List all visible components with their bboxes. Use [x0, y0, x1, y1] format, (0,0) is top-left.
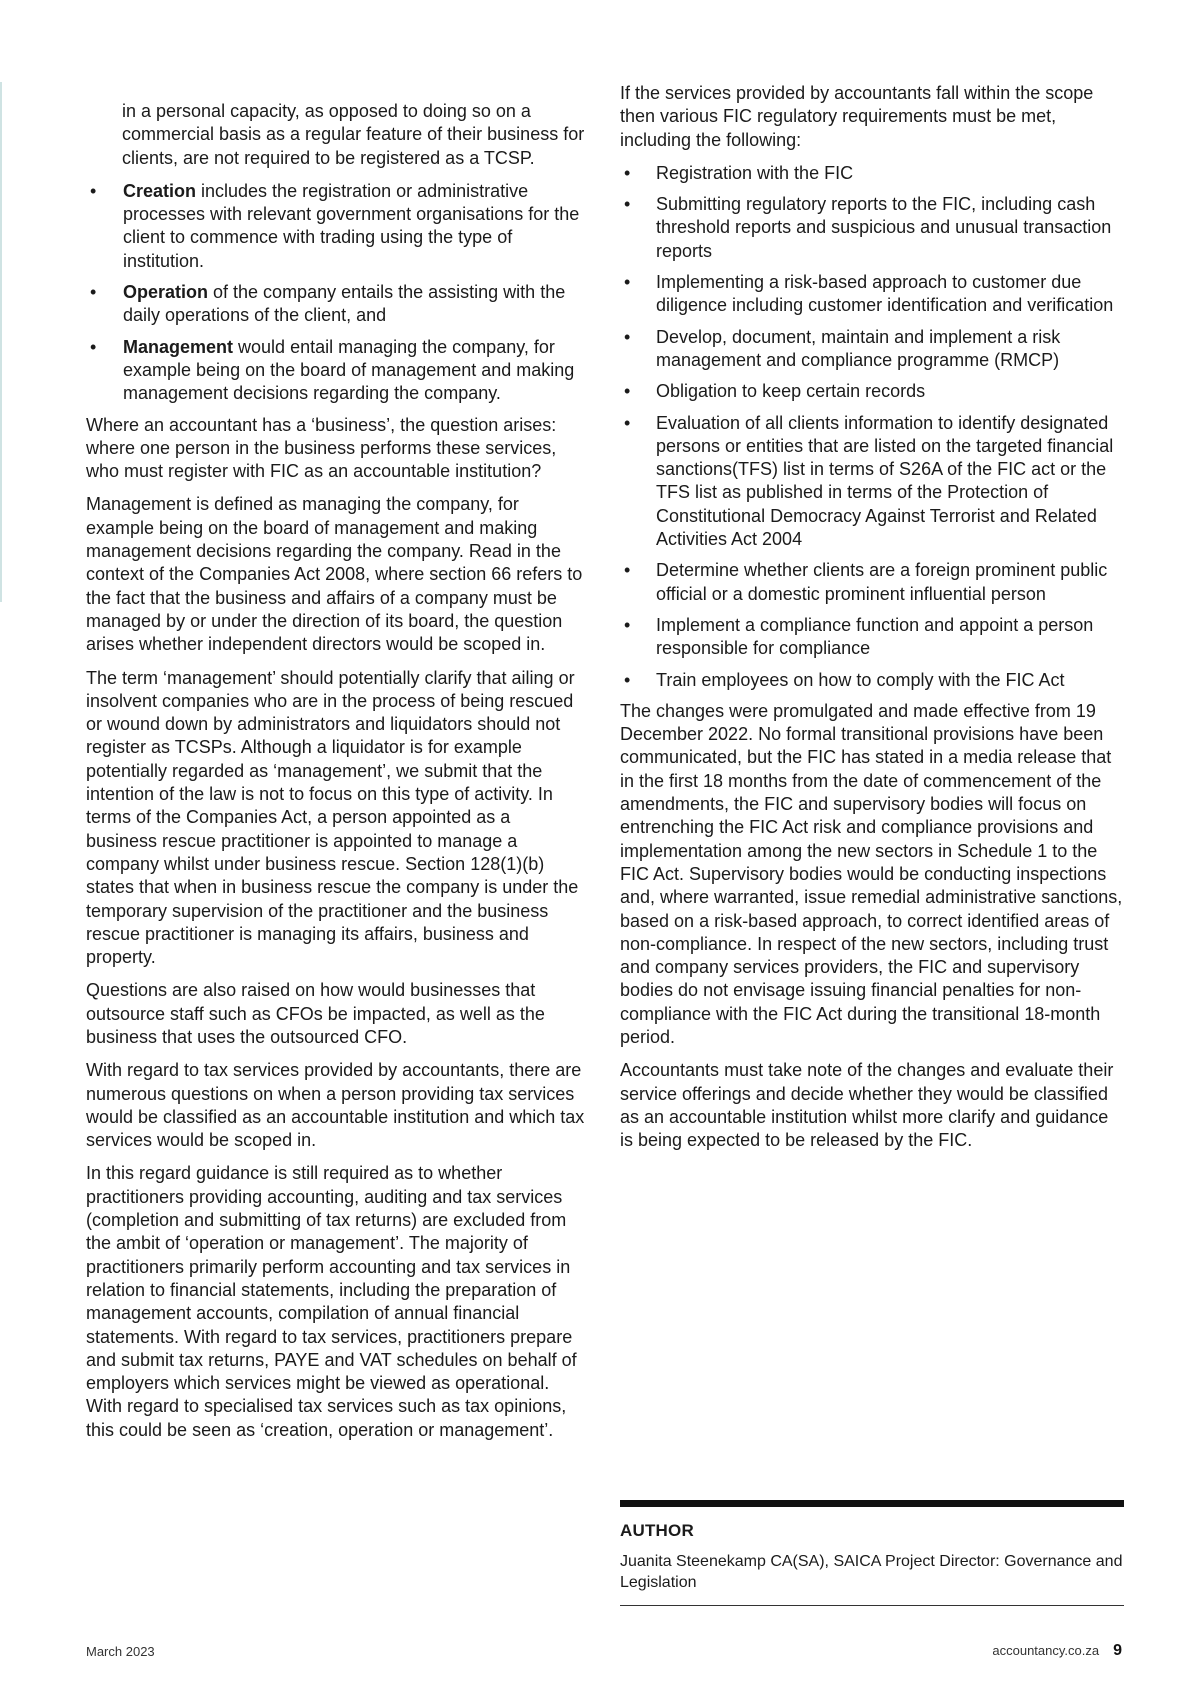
- bullet-term: Creation: [123, 180, 197, 201]
- left-column: [86, 100, 586, 1452]
- footer-site: accountancy.co.za: [992, 1643, 1100, 1658]
- list-item: • Train employees on how to comply with the FIC Act: [620, 669, 1125, 692]
- left-bullet-list: [86, 180, 586, 406]
- list-item: • Implement a compliance function and appoint a person responsible for compliance: [620, 614, 1125, 661]
- bullet-text: includes the registration or administrative processes with relevant government organisations for the client to commence with trading using the type of institution.: [123, 180, 580, 271]
- author-heading: AUTHOR: [620, 1521, 694, 1540]
- author-bottom-rule: [620, 1605, 1124, 1606]
- footer-right: [992, 1642, 1122, 1660]
- bullet-term: Management: [123, 336, 234, 357]
- right-column: [620, 82, 1125, 1162]
- list-item: • Submitting regulatory reports to the FIC, including cash threshold reports and suspicious and unusual transaction reports: [620, 193, 1125, 263]
- paragraph: Where an accountant has a ‘business’, the question arises: where one person in the business performs these services, who must register with FIC as an accountable institution?: [86, 414, 557, 482]
- list-item: • Evaluation of all clients information to identify designated persons or entities that are listed on the targeted financial sanctions(TFS) list in terms of S26A of the FIC act or the TFS list as published in terms of the Protection of Constitutional Democracy Against Terrorist and Related Activities Act 2004: [620, 412, 1125, 552]
- bullet-term: Operation: [123, 282, 209, 303]
- paragraph: Management is defined as managing the company, for example being on the board of management and making management decisions regarding the company. Read in the context of the Companies Act 2008, where section 66 refers to the fact that the business and affairs of a company must be managed by or under the direction of its board, the question arises whether independent directors would be scoped in.: [86, 494, 583, 655]
- list-item: • Implementing a risk-based approach to customer due diligence including customer identification and verification: [620, 271, 1125, 318]
- bullet-creation: [86, 180, 586, 273]
- list-item: • Determine whether clients are a foreign prominent public official or a domestic prominent influential person: [620, 559, 1125, 606]
- author-top-bar: [620, 1500, 1124, 1507]
- requirements-list: [620, 162, 1125, 692]
- footer-date: March 2023: [86, 1644, 155, 1659]
- paragraph: If the services provided by accountants fall within the scope then various FIC regulatory requirements must be met, including the following:: [620, 83, 1094, 150]
- margin-accent-line: [0, 82, 2, 602]
- paragraph: In this regard guidance is still required as to whether practitioners providing accounting, auditing and tax services (completion and submitting of tax returns) are excluded from the ambit of ‘operation or management’. The majority of practitioners primarily perform accounting and tax services in relation to financial statements, including the preparation of management accounts, compilation of annual financial statements. With regard to tax services, practitioners prepare and submit tax returns, PAYE and VAT schedules on behalf of employers which services might be viewed as operational. With regard to specialised tax services such as tax opinions, this could be seen as ‘creation, operation or management’.: [86, 1163, 577, 1440]
- paragraph: Questions are also raised on how would businesses that outsource staff such as CFOs be impacted, as well as the business that uses the outsourced CFO.: [86, 980, 545, 1047]
- list-item: • Obligation to keep certain records: [620, 380, 1125, 403]
- bullet-management: [86, 336, 586, 406]
- paragraph: The changes were promulgated and made effective from 19 December 2022. No formal transitional provisions have been communicated, but the FIC has stated in a media release that in the first 18 months from the date of commencement of the amendments, the FIC and supervisory bodies will focus on entrenching the FIC Act risk and compliance provisions and implementation among the new sectors in Schedule 1 to the FIC Act. Supervisory bodies would be conducting inspections and, where warranted, issue remedial administrative sanctions, based on a risk-based approach, to correct identified areas of non-compliance. In respect of the new sectors, including trust and company services providers, the FIC and supervisory bodies do not envisage issuing financial penalties for non-compliance with the FIC Act during the transitional 18-month period.: [620, 700, 1123, 1047]
- author-byline: Juanita Steenekamp CA(SA), SAICA Project Director: Governance and Legislation: [620, 1553, 1123, 1591]
- bullet-text: of the company entails the assisting with the daily operations of the client, and: [123, 282, 566, 326]
- bullet-operation: [86, 281, 586, 328]
- continued-paragraph: in a personal capacity, as opposed to doing so on a commercial basis as a regular feature of their business for clients, are not required to be registered as a TCSP.: [122, 101, 585, 168]
- paragraph: The term ‘management’ should potentially clarify that ailing or insolvent companies who are in the process of being rescued or wound down by administrators and liquidators should not register as TCSPs. Although a liquidator is for example potentially regarded as ‘management’, we submit that the intention of the law is not to focus on this type of activity. In terms of the Companies Act, a person appointed as a business rescue practitioner is appointed to manage a company whilst under business rescue. Section 128(1)(b) states that when in business rescue the company is under the temporary supervision of the practitioner and the business rescue practitioner is managing its affairs, business and property.: [86, 667, 579, 968]
- author-box: [620, 1500, 1124, 1606]
- bullet-text: would entail managing the company, for example being on the board of management and making management decisions regarding the company.: [123, 336, 575, 404]
- page-number: 9: [1113, 1642, 1122, 1659]
- list-item: • Develop, document, maintain and implement a risk management and compliance programme (RMCP): [620, 326, 1125, 373]
- paragraph: Accountants must take note of the changes and evaluate their service offerings and decide whether they would be classified as an accountable institution whilst more clarify and guidance is being expected to be released by the FIC.: [620, 1060, 1114, 1151]
- list-item: • Registration with the FIC: [620, 162, 1125, 185]
- paragraph: With regard to tax services provided by accountants, there are numerous questions on when a person providing tax services would be classified as an accountable institution and which tax services would be scoped in.: [86, 1060, 585, 1151]
